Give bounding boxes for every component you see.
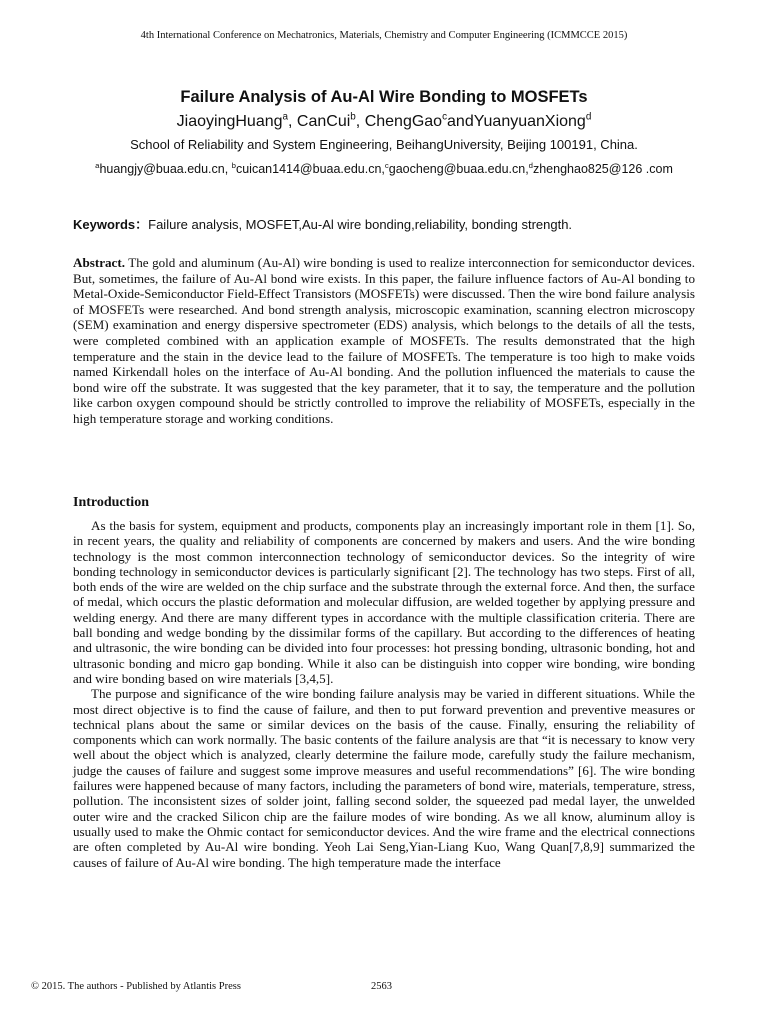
email-superscript: c: [384, 160, 389, 170]
keywords-label: Keywords：: [73, 217, 149, 232]
keywords-text: Failure analysis, MOSFET,Au-Al wire bonding,reliability, bonding strength.: [148, 217, 573, 232]
abstract-label: Abstract.: [73, 255, 125, 270]
affiliation: School of Reliability and System Engineering, BeihangUniversity, Beijing 100191, China.: [130, 137, 638, 152]
email-superscript: b: [231, 160, 236, 170]
author-superscript: d: [585, 111, 592, 123]
author-superscript: a: [282, 111, 289, 123]
keywords: [73, 216, 713, 233]
section-heading-introduction: Introduction: [73, 495, 149, 510]
body-paragraph: As the basis for system, equipment and products, components play an increasingly important role in them [1]. So, in recent years, the quality and reliability of components are concerned by makers and users. And the wire bonding technology is the most common interconnection technology of semiconductor devices. So the integrity of wire bonding technology in semiconductor devices is particularly significant [2]. The technology has two steps. First of all, both ends of the wire are welded on the chip surface and the substrate through the external force. And then, the surface of medal, which occurs the plastic deformation and molecular diffusion, are welded together by applying pressure and welding energy. And there are many different types in accordance with the multiple classification criteria. There are ball bonding and wedge bonding by the dissimilar forms of the capillary. But according to the differences of heating and ultrasonic, the wire bonding can be divided into four processes: hot pressing bonding, ultrasonic bonding, hot and ultrasonic bonding and micro gap bonding. While it also can be distinguish into copper wire bonding, wire bonding and wire bonding based on wire materials [3,4,5].: [73, 518, 695, 686]
page-number: 2563: [371, 981, 392, 992]
author-emails: [70, 161, 698, 178]
abstract: [73, 255, 695, 427]
author-name: andYuanyuanXiong: [447, 113, 586, 130]
author-separator: ,: [288, 113, 297, 130]
paper-title: Failure Analysis of Au-Al Wire Bonding to MOSFETs: [180, 88, 588, 106]
author-name: JiaoyingHuang: [176, 113, 283, 130]
footer-copyright: © 2015. The authors - Published by Atlantis Press: [31, 981, 241, 992]
author-superscript: b: [350, 111, 356, 123]
author-superscript: c: [442, 111, 448, 123]
abstract-text: The gold and aluminum (Au-Al) wire bonding is used to realize interconnection for semiconductor devices. But, sometimes, the failure of Au-Al bond wire exists. In this paper, the failure influence factors of Au-Al bonding to Metal-Oxide-Semiconductor Field-Effect Transistors (MOSFETs) were discussed. Then the wire bond failure analysis of MOSFETs were researched. And bond strength analysis, microscopic examination, scanning electron microscopy (SEM) examination and energy dispersive spectrometer (EDS) analysis, which belongs to the details of all the tests, were completed combined with an application example of MOSFETs. The results demonstrated that the high temperature and the stain in the device lead to the failure of MOSFETs. The temperature is too high to make voids named Kirkendall holes on the interface of Au-Al bonding. And the pollution influenced the materials to cause the bond wire off the substrate. It was suggested that the key parameter, that it to say, the temperature and the pollution like carbon oxygen compound should be strictly controlled to improve the reliability of MOSFETs, especially in the high temperature storage and working conditions.: [73, 255, 695, 426]
email-superscript: d: [528, 160, 533, 170]
author-list: [0, 111, 768, 133]
author-name: ChengGao: [364, 113, 443, 130]
author-name: CanCui: [296, 113, 351, 130]
email-address: zhenghao825@126 .com: [532, 162, 673, 176]
email-address: huangjy@buaa.edu.cn,: [99, 162, 232, 176]
introduction-body: [73, 518, 695, 870]
email-superscript: a: [95, 160, 100, 170]
email-address: gaocheng@buaa.edu.cn,: [388, 162, 529, 176]
body-paragraph: The purpose and significance of the wire bonding failure analysis may be varied in different situations. While the most direct objective is to find the cause of failure, and then to put forward prevention and preventive measures or technical plans about the same or similar devices on the basis of the cause. Finally, ensuring the reliability of components which can work normally. The basic contents of the failure analysis are that “it is necessary to know very well about the object which is analyzed, clearly determine the failure mode, carefully study the failure mechanism, judge the causes of failure and suggest some improve measures and useful recommendations” [6]. The wire bonding failures were happened because of many factors, including the parameters of bond wire, materials, temperature, stress, pollution. The inconsistent sizes of solder joint, falling second solder, the squeezed pad medal layer, the unwelded outer wire and the cracked Silicon chip are the failure modes of wire bonding. As we all know, aluminum alloy is usually used to make the Ohmic contact for semiconductor devices. And the wire frame and the electrical connections are often completed by Au-Al wire bonding. Yeoh Lai Seng,Yian-Liang Kuo, Wang Quan[7,8,9] summarized the causes of failure of Au-Al wire bonding. The high temperature made the interface: [73, 686, 695, 870]
author-separator: ,: [355, 113, 365, 130]
email-address: cuican1414@buaa.edu.cn,: [235, 162, 385, 176]
conference-header: 4th International Conference on Mechatronics, Materials, Chemistry and Computer Engineering (ICMMCCE 2015): [140, 30, 628, 41]
